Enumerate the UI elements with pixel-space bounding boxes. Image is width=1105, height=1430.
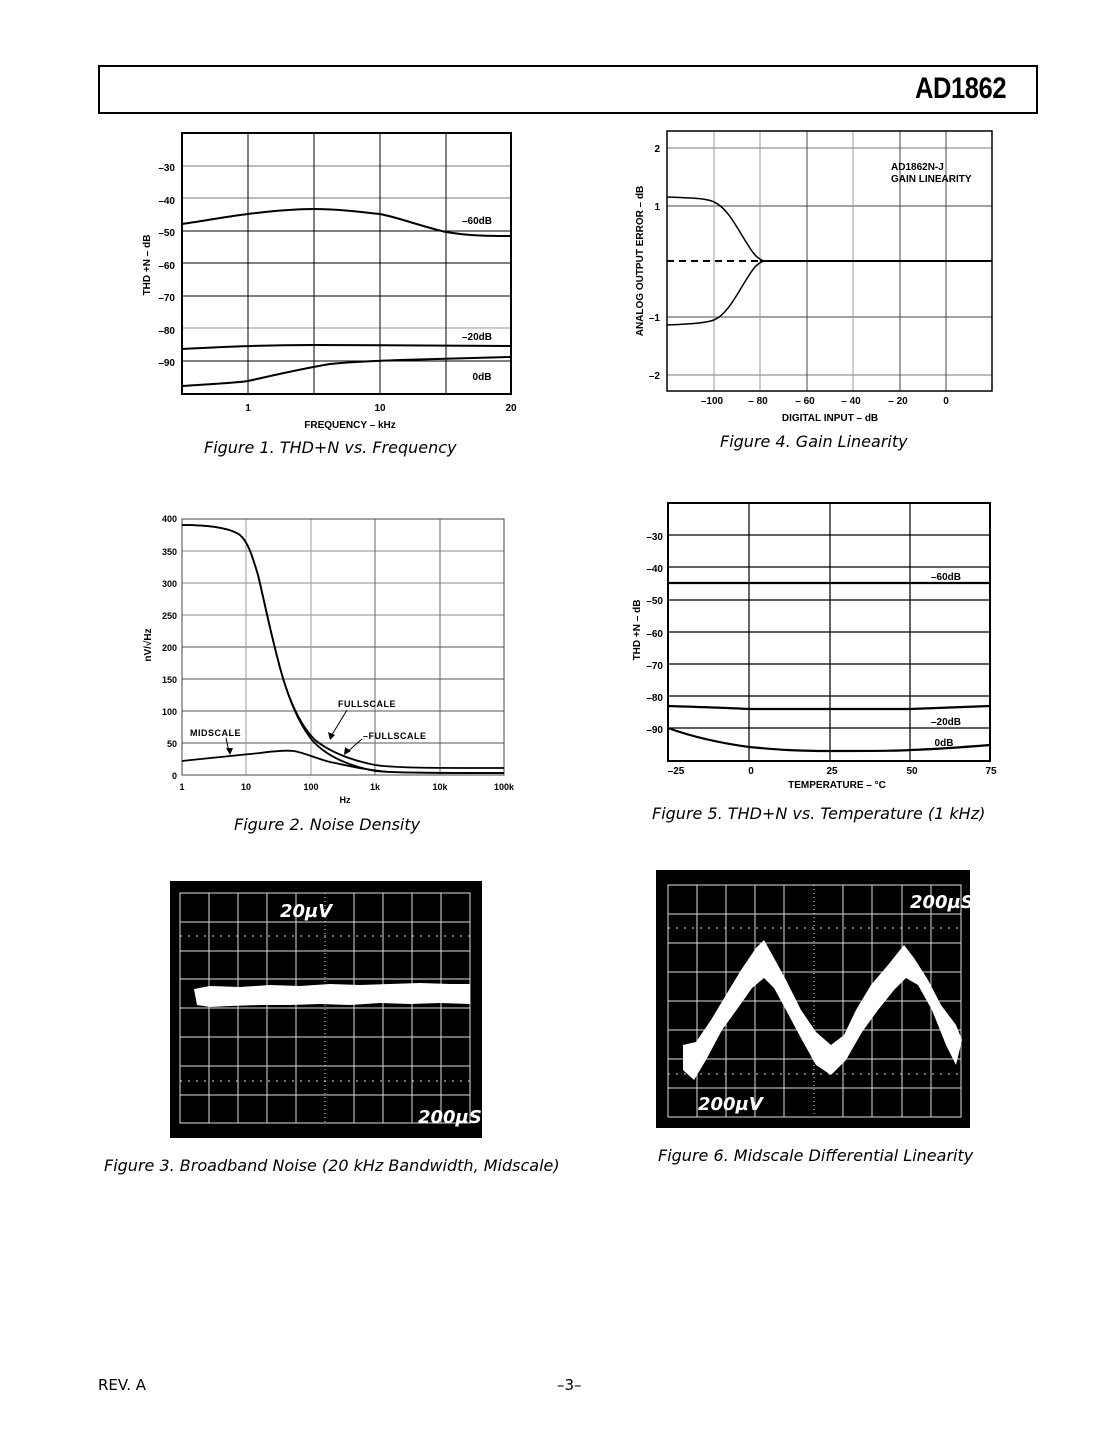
- svg-text:nV/√Hz: nV/√Hz: [143, 628, 154, 662]
- svg-text:TEMPERATURE – °C: TEMPERATURE – °C: [788, 780, 886, 791]
- svg-text:GAIN LINEARITY: GAIN LINEARITY: [891, 174, 972, 185]
- svg-text:1: 1: [179, 782, 185, 792]
- svg-text:–90: –90: [158, 358, 175, 369]
- svg-text:–50: –50: [158, 228, 175, 239]
- svg-text:–60dB: –60dB: [461, 216, 493, 227]
- figure-2-caption: Figure 2. Noise Density: [234, 815, 421, 834]
- svg-text:MIDSCALE: MIDSCALE: [190, 728, 241, 738]
- svg-text:–2: –2: [648, 371, 660, 382]
- svg-text:10k: 10k: [432, 782, 448, 792]
- svg-text:–90: –90: [646, 725, 663, 736]
- svg-text:–40: –40: [158, 196, 175, 207]
- svg-text:1k: 1k: [369, 782, 381, 792]
- svg-text:10: 10: [374, 403, 386, 414]
- svg-text:0dB: 0dB: [472, 372, 492, 383]
- svg-text:–70: –70: [646, 661, 663, 672]
- svg-text:–60: –60: [158, 261, 175, 272]
- svg-text:1: 1: [654, 202, 660, 213]
- svg-text:0: 0: [171, 771, 177, 781]
- svg-text:Hz: Hz: [339, 795, 351, 805]
- figure-6-caption: Figure 6. Midscale Differential Linearity: [658, 1146, 974, 1165]
- svg-text:– 40: – 40: [841, 396, 861, 407]
- svg-text:20: 20: [505, 403, 517, 414]
- svg-text:–20dB: –20dB: [930, 717, 962, 728]
- svg-text:– 20: – 20: [888, 396, 908, 407]
- figure-1-caption: Figure 1. THD+N vs. Frequency: [204, 438, 457, 457]
- svg-text:0: 0: [748, 766, 754, 777]
- svg-text:2: 2: [654, 144, 660, 155]
- svg-text:–20dB: –20dB: [461, 332, 493, 343]
- figure-3-caption: Figure 3. Broadband Noise (20 kHz Bandwidth, Midscale): [104, 1156, 560, 1175]
- svg-text:0: 0: [943, 396, 949, 407]
- svg-text:200: 200: [161, 643, 177, 653]
- svg-text:250: 250: [161, 611, 177, 621]
- svg-text:–50: –50: [646, 596, 663, 607]
- svg-text:FREQUENCY – kHz: FREQUENCY – kHz: [304, 420, 396, 431]
- svg-text:–30: –30: [646, 532, 663, 543]
- svg-text:200µS: 200µS: [910, 892, 974, 913]
- svg-text:0dB: 0dB: [934, 738, 954, 749]
- svg-text:FULLSCALE: FULLSCALE: [338, 699, 396, 709]
- svg-text:25: 25: [826, 766, 838, 777]
- svg-text:50: 50: [166, 739, 177, 749]
- svg-text:300: 300: [161, 579, 177, 589]
- svg-text:–1: –1: [648, 313, 660, 324]
- svg-text:–30: –30: [158, 163, 175, 174]
- svg-text:THD +N – dB: THD +N – dB: [142, 234, 153, 296]
- svg-text:400: 400: [161, 514, 177, 524]
- svg-text:–80: –80: [158, 326, 175, 337]
- svg-text:–70: –70: [158, 293, 175, 304]
- figure-5-caption: Figure 5. THD+N vs. Temperature (1 kHz): [652, 804, 986, 823]
- svg-text:100: 100: [303, 782, 319, 792]
- svg-text:–40: –40: [646, 564, 663, 575]
- svg-text:1: 1: [245, 403, 251, 414]
- svg-text:THD +N – dB: THD +N – dB: [632, 599, 643, 661]
- svg-text:350: 350: [161, 547, 177, 557]
- page-number: –3–: [557, 1376, 582, 1394]
- svg-text:75: 75: [985, 766, 997, 777]
- svg-text:–25: –25: [667, 766, 685, 777]
- figure-3-broadband-noise-scope: [170, 881, 482, 1138]
- svg-text:150: 150: [161, 675, 177, 685]
- svg-text:–FULLSCALE: –FULLSCALE: [363, 731, 427, 741]
- svg-text:50: 50: [906, 766, 918, 777]
- svg-text:ANALOG OUTPUT ERROR – dB: ANALOG OUTPUT ERROR – dB: [635, 185, 646, 337]
- svg-text:100k: 100k: [493, 782, 515, 792]
- figure-4-caption: Figure 4. Gain Linearity: [720, 432, 908, 451]
- svg-text:200µV: 200µV: [698, 1094, 763, 1115]
- revision-label: REV. A: [98, 1376, 147, 1394]
- svg-text:100: 100: [161, 707, 177, 717]
- svg-text:–60: –60: [646, 629, 663, 640]
- svg-text:– 80: – 80: [748, 396, 768, 407]
- svg-text:–80: –80: [646, 693, 663, 704]
- svg-text:–100: –100: [700, 396, 724, 407]
- svg-text:10: 10: [240, 782, 252, 792]
- svg-text:20µV: 20µV: [280, 901, 333, 922]
- figure-3-scope-image: [170, 881, 482, 1138]
- svg-text:AD1862N-J: AD1862N-J: [891, 162, 944, 173]
- svg-text:– 60: – 60: [795, 396, 815, 407]
- part-number-title: AD1862: [914, 72, 1006, 105]
- svg-text:200µS: 200µS: [418, 1107, 482, 1128]
- svg-text:DIGITAL INPUT – dB: DIGITAL INPUT – dB: [781, 413, 879, 424]
- svg-text:–60dB: –60dB: [930, 572, 962, 583]
- figure-6-scope-image: [656, 870, 974, 1128]
- figure-6-midscale-differential-linearity-scope: [656, 870, 974, 1128]
